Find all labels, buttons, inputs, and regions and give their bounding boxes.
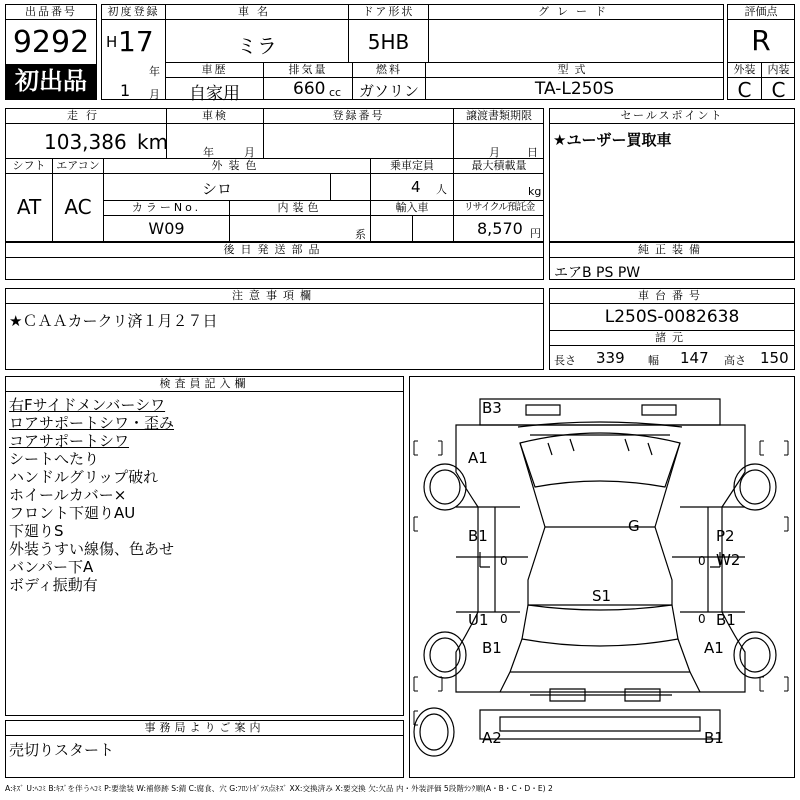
mileage-value: 103,386: [44, 130, 127, 154]
mark-b1-right-front: B1: [716, 611, 736, 629]
length-value: 339: [596, 349, 625, 367]
door-type: 5HB: [367, 30, 410, 54]
mark-zero-left-2: 0: [500, 612, 508, 626]
grade-header: グレード: [538, 5, 614, 18]
inspection-header: 車検: [202, 109, 228, 122]
displacement-unit: cc: [329, 86, 342, 99]
car-name-header: 車名: [238, 5, 276, 18]
mark-b3: B3: [482, 399, 502, 417]
model: TA-L250S: [534, 79, 615, 99]
genuine-equipment-header: 純正装備: [638, 243, 706, 256]
later-parts-header: 後日発送部品: [223, 243, 326, 256]
recycle-deposit-header: リサイクル預託金: [463, 202, 535, 213]
transfer-day-unit: 日: [527, 146, 538, 159]
notes-text: ★ＣＡＡカークリ済１月２７日: [9, 312, 218, 330]
lot-number-header: 出品番号: [25, 5, 77, 18]
inspector-remarks-header: 検査員記入欄: [159, 377, 250, 390]
registration-era: H: [106, 33, 118, 51]
mark-s1: S1: [592, 587, 612, 605]
mileage-unit: km: [137, 130, 169, 154]
aircon-value: AC: [64, 195, 92, 219]
color-number-value: W09: [148, 219, 185, 238]
interior-header: 内装: [767, 63, 790, 76]
registration-year: 17: [118, 25, 154, 58]
mark-a1-front-left: A1: [468, 449, 488, 467]
remark-item: バンパー下A: [9, 558, 94, 576]
car-name: ミラ: [237, 34, 277, 58]
door-type-header: ドア形状: [362, 5, 415, 18]
max-load-unit: kg: [528, 185, 542, 198]
remark-item: シートへたり: [9, 450, 100, 468]
remark-item: ボディ振動有: [9, 576, 98, 594]
registration-year-unit: 年: [149, 65, 160, 78]
sales-point-header: セールスポイント: [620, 109, 724, 122]
fuel: ガソリン: [358, 82, 419, 100]
lot-number: 9292: [12, 25, 90, 60]
capacity-unit: 人: [436, 183, 447, 196]
interior-color-unit: 系: [355, 228, 366, 241]
interior-color-header: 内装色: [277, 201, 323, 214]
mark-b1-rear: B1: [704, 729, 724, 747]
mark-u1: U1: [468, 611, 489, 629]
first-registration-header: 初度登録: [107, 5, 160, 18]
remark-item: 外装うすい線傷、色あせ: [9, 540, 175, 558]
first-listing-text: 初出品: [15, 67, 87, 95]
chassis-number: L250S-0082638: [604, 307, 740, 327]
transfer-month-unit: 月: [489, 146, 500, 159]
mark-zero-right-1: 0: [698, 554, 706, 568]
model-header: 型式: [557, 63, 592, 76]
notes-header: 注意事項欄: [232, 289, 317, 302]
aircon-header: エアコン: [56, 159, 100, 172]
car-damage-diagram: [410, 377, 794, 777]
shift-value: AT: [16, 195, 42, 219]
max-load-header: 最大積載量: [471, 159, 527, 172]
width-label: 幅: [648, 354, 659, 367]
mark-b1-left-front: B1: [468, 527, 488, 545]
office-notice-text: 売切りスタート: [9, 741, 115, 759]
dimensions-header: 諸元: [655, 331, 689, 344]
overall-score: R: [751, 24, 771, 57]
exterior-color-header: 外装色: [211, 159, 263, 172]
remark-item: ハンドルグリップ破れ: [9, 468, 159, 486]
capacity-header: 乗車定員: [390, 159, 434, 172]
first-listing-badge: [6, 64, 96, 99]
remark-item: ロアサポートシワ・歪み: [9, 414, 175, 432]
chassis-header: 車台番号: [638, 289, 706, 302]
plate-number-header: 登録番号: [332, 109, 385, 122]
recycle-deposit-value: 8,570: [477, 219, 523, 238]
score-header: 評価点: [744, 5, 778, 18]
damage-legend: A:ｷｽﾞ U:ﾍｺﾐ B:ｷｽﾞを伴うﾍｺﾐ P:要塗装 W:補修跡 S:錆 C:腐食、穴 G:ﾌﾛﾝﾄｶﾞﾗｽ点ｷｽﾞ XX:交換済み X:要交換 欠:欠品 内・外装評価 5段階ﾗﾝｸ順(A・B・C・D・E) 2: [5, 784, 553, 793]
remark-item: 下廻りS: [9, 522, 64, 540]
remark-item: コアサポートシワ: [9, 432, 130, 450]
capacity-value: 4: [411, 178, 421, 196]
color-number-header: カラーNo.: [131, 201, 202, 214]
mark-zero-left-1: 0: [500, 554, 508, 568]
displacement-header: 排気量: [288, 63, 328, 76]
inspection-month-unit: 月: [244, 146, 255, 159]
mileage-block: [5, 108, 544, 242]
transfer-docs-header: 譲渡書類期限: [466, 109, 532, 122]
remark-item: 右Fサイドメンバーシワ: [9, 396, 166, 414]
exterior-header: 外装: [733, 63, 756, 76]
height-label: 高さ: [724, 354, 746, 367]
mark-p2: P2: [716, 527, 735, 545]
height-value: 150: [760, 349, 789, 367]
genuine-equipment-text: エアB PS PW: [554, 265, 641, 281]
car-history-header: 車歴: [201, 63, 228, 76]
length-label: 長さ: [554, 354, 576, 367]
car-history: 自家用: [189, 84, 240, 104]
mark-w2: W2: [716, 551, 741, 569]
recycle-deposit-unit: 円: [530, 227, 541, 240]
registration-month: 1: [120, 81, 131, 100]
exterior-score: C: [737, 78, 752, 102]
exterior-color-value: シロ: [201, 180, 232, 198]
shift-header: シフト: [12, 159, 46, 172]
mark-a1-right-rear: A1: [704, 639, 724, 657]
mark-b1-left-rear: B1: [482, 639, 502, 657]
office-notice-header: 事務局よりご案内: [144, 721, 265, 734]
remark-item: ホイールカバー×: [9, 486, 127, 504]
mark-a2: A2: [482, 729, 502, 747]
mark-g: G: [628, 517, 640, 535]
displacement: 660: [293, 79, 326, 99]
registration-month-unit: 月: [149, 88, 160, 101]
sales-point-text: ★ユーザー買取車: [553, 131, 672, 149]
inspection-year-unit: 年: [203, 146, 214, 159]
mark-zero-right-2: 0: [698, 612, 706, 626]
import-header: 輸入車: [395, 201, 429, 214]
remark-item: フロント下廻りAU: [9, 504, 136, 522]
fuel-header: 燃料: [376, 63, 402, 76]
width-value: 147: [680, 349, 709, 367]
mileage-header: 走行: [67, 109, 105, 122]
interior-score: C: [771, 78, 786, 102]
